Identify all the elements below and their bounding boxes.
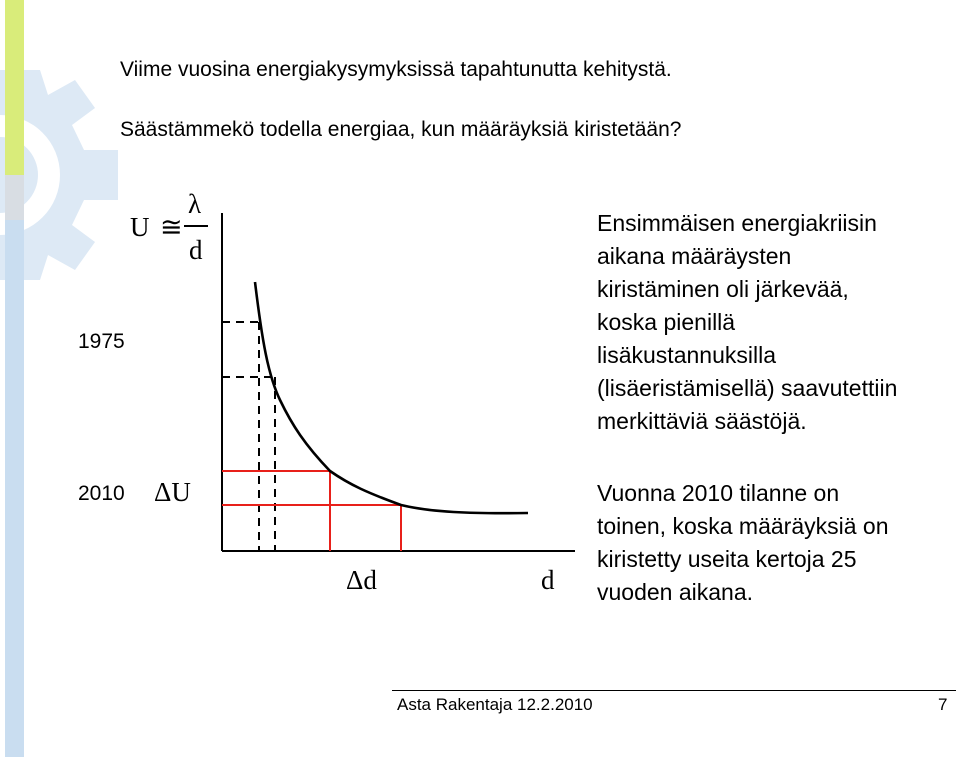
u-curve — [255, 282, 528, 513]
formula-lhs: U — [130, 212, 150, 242]
paragraph-2-line: kiristetty useita kertoja 25 — [597, 546, 857, 572]
paragraph-2-line: toinen, koska määräyksiä on — [597, 513, 889, 539]
heading-line-2: Säästämmekö todella energiaa, kun määräyksiä kiristetään? — [120, 118, 682, 141]
paragraph-1-line: aikana määräysten — [597, 243, 792, 269]
paragraph-2-line: vuoden aikana. — [597, 579, 754, 605]
paragraph-2-line: Vuonna 2010 tilanne on — [597, 480, 840, 506]
paragraph-1-line: koska pienillä — [597, 309, 736, 335]
footer-text: Asta Rakentaja 12.2.2010 — [397, 695, 593, 714]
formula-relation: ≅ — [160, 212, 183, 242]
heading-line-1: Viime vuosina energiakysymyksissä tapahtunutta kehitystä. — [120, 58, 672, 81]
paragraph-1-line: Ensimmäisen energiakriisin — [597, 210, 877, 236]
footer-rule — [392, 690, 956, 691]
paragraph-1-line: kiristäminen oli järkevää, — [597, 276, 849, 302]
formula-denominator: d — [189, 235, 203, 265]
label-delta-d: Δd — [346, 565, 377, 595]
page-number: 7 — [938, 695, 948, 714]
label-x-axis-d: d — [541, 565, 555, 595]
label-year-1975: 1975 — [78, 330, 125, 353]
paragraph-energy-crisis — [597, 207, 897, 438]
label-year-2010: 2010 — [78, 482, 125, 505]
formula-numerator: λ — [188, 189, 202, 219]
paragraph-2010-situation — [597, 477, 889, 609]
paragraph-1-line: merkittäviä säästöjä. — [597, 408, 807, 434]
paragraph-1-line: lisäkustannuksilla — [597, 342, 776, 368]
label-delta-u: ΔU — [154, 477, 191, 507]
paragraph-1-line: (lisäeristämisellä) saavutettiin — [597, 375, 898, 401]
